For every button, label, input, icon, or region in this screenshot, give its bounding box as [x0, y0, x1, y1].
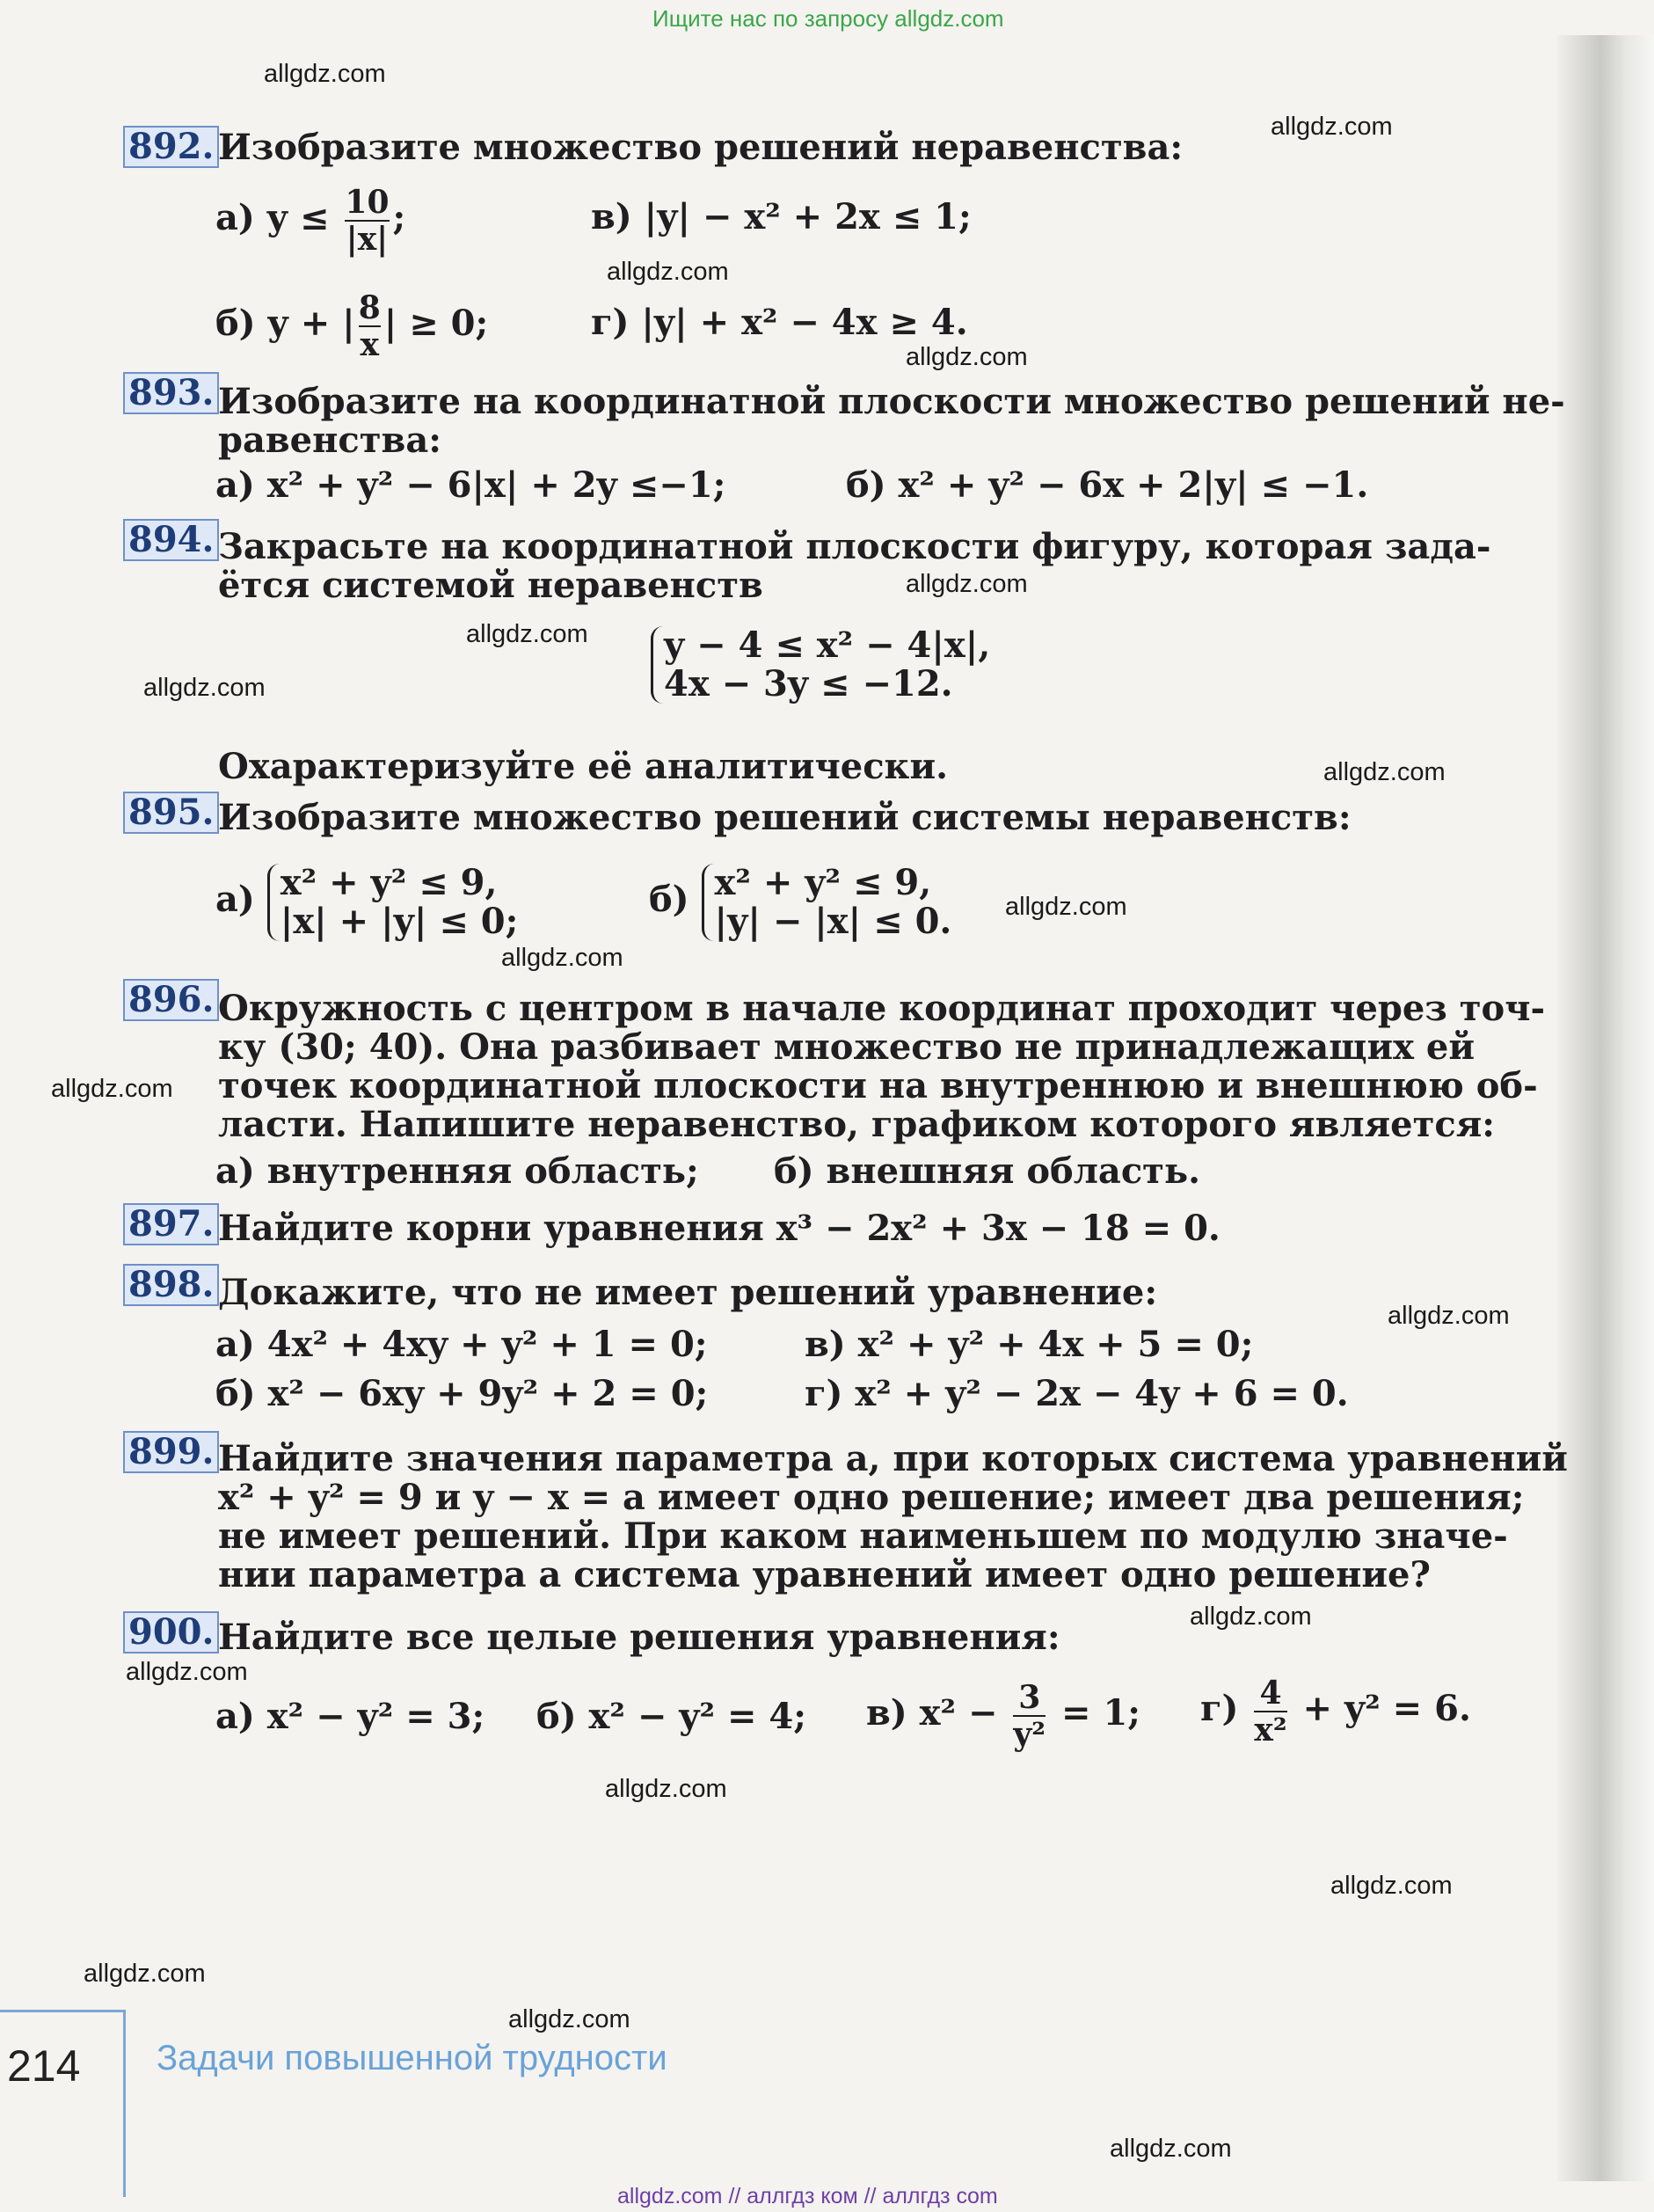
- problem-number: 899.: [123, 1431, 219, 1473]
- problem-number: 898.: [123, 1264, 219, 1306]
- page-gutter-shadow: [1557, 35, 1654, 2181]
- problem-text: Найдите все целые решения уравнения:: [218, 1617, 1060, 1658]
- header-watermark[interactable]: Ищите нас по запросу allgdz.com: [652, 5, 1004, 32]
- problem-number: 895.: [123, 792, 219, 834]
- option: а) внутренняя область;: [215, 1150, 699, 1192]
- watermark: allgdz.com: [51, 1075, 173, 1103]
- watermark: allgdz.com: [607, 258, 729, 286]
- formula: а) y ≤ $\frac{10}{|x|}$ ;: [215, 184, 406, 258]
- problem-text: Изобразите множество решений неравенства:: [218, 127, 1184, 168]
- problem-text: x² + y² = 9 и y − x = a имеет одно решение; имеет два решения;: [218, 1477, 1525, 1518]
- problem-text: точек координатной плоскости на внутреннюю и внешнюю об-: [218, 1065, 1538, 1106]
- formula: б) y + | $\frac{8}{x}$ | ≥ 0;: [215, 289, 489, 363]
- problem-number: 900.: [123, 1611, 219, 1654]
- problem-text: ётся системой неравенств: [218, 565, 763, 606]
- problem-number: 897.: [123, 1203, 219, 1245]
- watermark: allgdz.com: [1005, 893, 1127, 921]
- watermark: allgdz.com: [1271, 113, 1393, 141]
- page-number: 214: [7, 2041, 81, 2091]
- problem-text: Докажите, что не имеет решений уравнение:: [218, 1272, 1158, 1313]
- watermark: allgdz.com: [508, 2005, 630, 2033]
- watermark: allgdz.com: [501, 944, 623, 972]
- problem-text: Найдите значения параметра a, при которых система уравнений: [218, 1438, 1568, 1479]
- formula: б) x² + y² − 6x + 2|y| ≤ −1.: [846, 464, 1369, 506]
- watermark: allgdz.com: [1388, 1302, 1510, 1330]
- problem-text: Окружность с центром в начале координат проходит через точ-: [218, 988, 1546, 1029]
- inequality-system: y − 4 ≤ x² − 4|x|, 4x − 3y ≤ −12.: [651, 626, 990, 704]
- inequality-system: а) x² + y² ≤ 9, |x| + |y| ≤ 0;: [215, 862, 519, 942]
- formula: а) x² − y² = 3;: [215, 1696, 485, 1737]
- problem-number: 893.: [123, 372, 219, 414]
- problem-text: Изобразите множество решений системы неравенств:: [218, 797, 1352, 838]
- problem-text: равенства:: [218, 420, 442, 461]
- formula: а) x² + y² − 6|x| + 2y ≤−1;: [215, 464, 726, 506]
- formula: г) x² + y² − 2x − 4y + 6 = 0.: [805, 1373, 1349, 1414]
- problem-text: Охарактеризуйте её аналитически.: [218, 746, 949, 787]
- formula: б) x² − y² = 4;: [536, 1696, 806, 1737]
- watermark: allgdz.com: [466, 620, 588, 648]
- watermark: allgdz.com: [143, 674, 266, 702]
- page-number-box: [0, 2010, 126, 2197]
- formula: в) x² + y² + 4x + 5 = 0;: [805, 1324, 1254, 1365]
- watermark: allgdz.com: [906, 343, 1028, 371]
- option: б) внешняя область.: [774, 1150, 1201, 1192]
- problem-text: нии параметра a система уравнений имеет одно решение?: [218, 1554, 1431, 1595]
- problem-text: Закрасьте на координатной плоскости фигуру, которая зада-: [218, 526, 1491, 567]
- watermark: allgdz.com: [84, 1960, 206, 1988]
- problem-text: Найдите корни уравнения x³ − 2x² + 3x − 18 = 0.: [218, 1208, 1220, 1249]
- watermark: allgdz.com: [906, 570, 1028, 598]
- problem-number: 894.: [123, 519, 219, 561]
- problem-text: не имеет решений. При каком наименьшем по модулю значе-: [218, 1515, 1508, 1557]
- watermark: allgdz.com: [1110, 2135, 1232, 2163]
- formula: б) x² − 6xy + 9y² + 2 = 0;: [215, 1373, 709, 1414]
- footer-watermark[interactable]: allgdz.com // аллгдз ком // аллгдз com: [617, 2184, 998, 2208]
- problem-text: ку (30; 40). Она разбивает множество не принадлежащих ей: [218, 1026, 1475, 1068]
- inequality-system: б) x² + y² ≤ 9, |y| − |x| ≤ 0.: [649, 862, 952, 942]
- watermark: allgdz.com: [264, 60, 386, 88]
- watermark: allgdz.com: [1330, 1872, 1453, 1900]
- watermark: allgdz.com: [1323, 758, 1446, 786]
- problem-number: 892.: [123, 126, 219, 168]
- formula: а) 4x² + 4xy + y² + 1 = 0;: [215, 1324, 708, 1365]
- problem-text: ласти. Напишите неравенство, графиком которого является:: [218, 1104, 1496, 1145]
- formula: г) |y| + x² − 4x ≥ 4.: [591, 302, 968, 343]
- watermark: allgdz.com: [1190, 1602, 1312, 1631]
- watermark: allgdz.com: [605, 1775, 727, 1803]
- problem-number: 896.: [123, 979, 219, 1021]
- watermark: allgdz.com: [126, 1658, 248, 1686]
- formula: в) x² − $\frac{3}{\text{y²}}$ = 1;: [866, 1679, 1141, 1753]
- problem-text: Изобразите на координатной плоскости множество решений не-: [218, 381, 1565, 422]
- formula: в) |y| − x² + 2x ≤ 1;: [591, 196, 972, 237]
- formula: г) $\frac{4}{\text{x²}}$ + y² = 6.: [1200, 1675, 1471, 1748]
- section-title: Задачи повышенной трудности: [157, 2039, 667, 2077]
